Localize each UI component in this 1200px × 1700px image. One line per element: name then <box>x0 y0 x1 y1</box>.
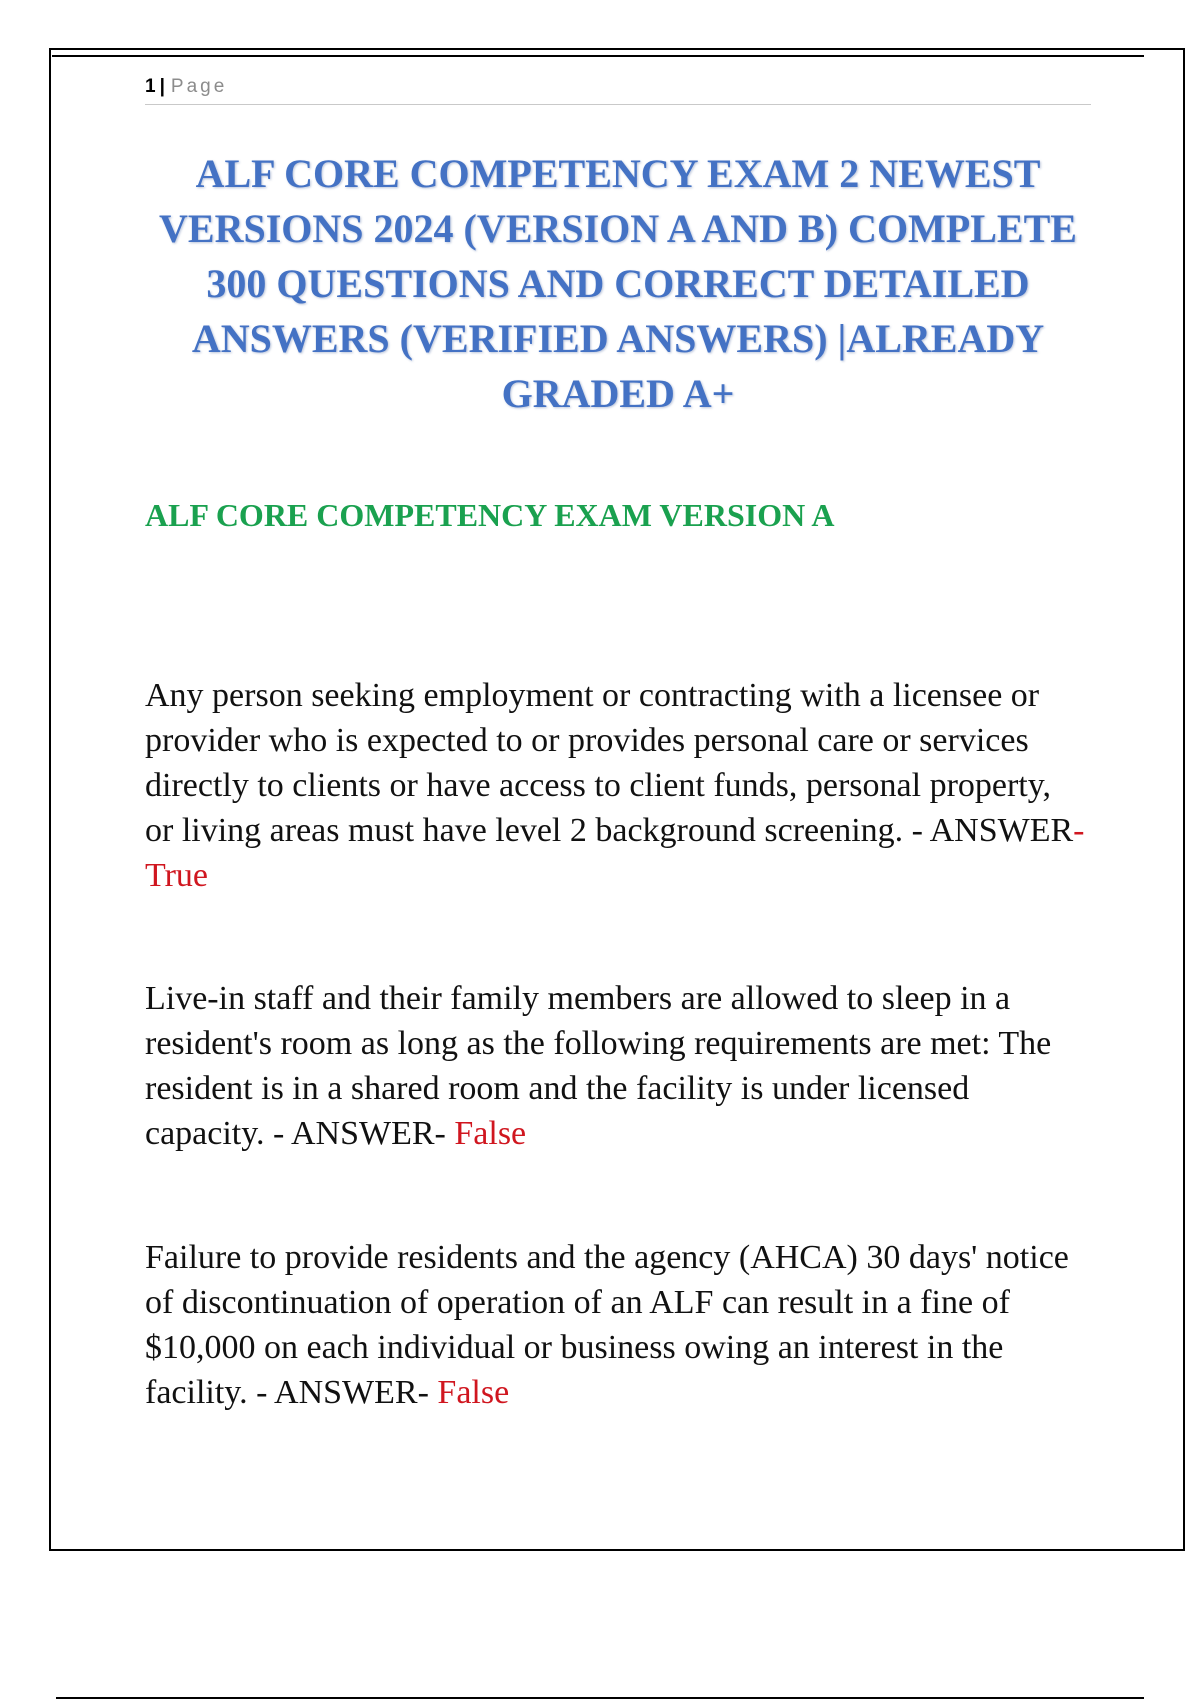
page-label: Page <box>170 76 228 97</box>
question-text: Failure to provide residents and the agency (AHCA) 30 days' notice of discontinuation of operation of an ALF can result in a fine of $10,000 on each individual or business owing an interest in the facility. - ANSWER- <box>145 1239 1069 1411</box>
page-header <box>145 74 1091 105</box>
answer-value: False <box>437 1374 510 1411</box>
bottom-rule <box>56 1697 1144 1699</box>
question-text: Live-in staff and their family members are allowed to sleep in a resident's room as long as the following requirements are met: The resident is in a shared room and the facility is under licensed capacity. - ANSWER- <box>145 980 1052 1152</box>
question-text: Any person seeking employment or contracting with a licensee or provider who is expected to or provides personal care or services directly to clients or have access to client funds, personal property, or living areas must have level 2 background screening. - ANSWER <box>145 677 1074 849</box>
answer-value: - True <box>145 812 1085 894</box>
section-heading: ALF CORE COMPETENCY EXAM VERSION A <box>145 497 835 533</box>
page-number: 1 <box>145 76 156 97</box>
question-item <box>145 976 1085 1156</box>
question-item <box>145 1235 1085 1415</box>
document-title: ALF CORE COMPETENCY EXAM 2 NEWEST VERSIONS 2024 (VERSION A AND B) COMPLETE 300 QUESTIONS AND CORRECT DETAILED ANSWERS (VERIFIED ANSWERS) |ALREADY GRADED A+ <box>159 151 1077 416</box>
answer-value: False <box>454 1115 527 1152</box>
page-header-separator: | <box>159 76 165 97</box>
question-item <box>145 673 1085 898</box>
